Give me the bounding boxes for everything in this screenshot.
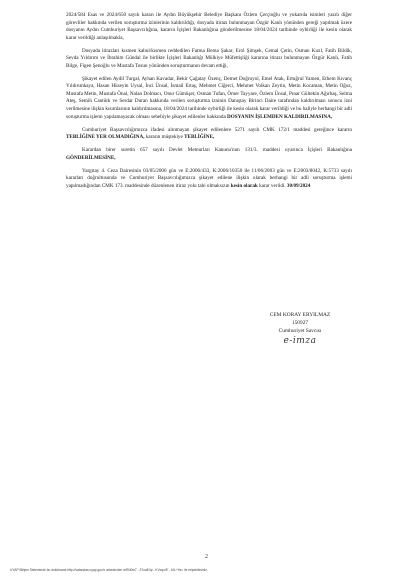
- paragraph-3: [66, 76, 352, 121]
- document-body: [66, 12, 352, 190]
- decision-mustekiye: kararın müştekiye: [145, 134, 183, 141]
- paragraph-4: [66, 127, 352, 142]
- paragraph-6-text: Yargıtay 4. Ceza Dairesinin 03/05/2006 gün ve E:2006/433, K:2006/10350 ile 11/06/2003 gün ve E:2003/8042, K:5733 sayılı kararları doğrultusunda ve Cumhuriyet Başsavcılığımızca şikayet edilene ilişkin olarak herhangi bir adli soruşturma işlemi yapılmadığından CMK 173. maddesinde düzenlenen itiraz yolu tabi olmaksızın: [66, 167, 352, 189]
- paragraph-3-text: Şikayet edilen Aydil Turgal, Ayhan Kavadar, Bekir Çağatay Özenç, Demet Doğruyol, Emel Atak, Ertuğrul Yamen, Ethem Kıvanç Yıldırımkaya, Hasan Hüseyin Uysal, İnci Ünsal, İsmail Ertaş, Mehmet Ciğerci, Mehmet Volkan Zeytin, Metin Kocaman, Metin Oğuz, Mustafa Metin, Mustafa Önal, Nalan Dolmacı, Onur Gümüşer, Osman Tufan, Ömer Tayyare, Özlem Ünsal, Pınar Gültekin Ağırbaş, Selma Ateş, Semih Cantürk ve Serdar Duran hakkında verilen soruşturma izninin Danıştay Birinci Daire tarafından kaldırılması sonucu izni verilmesine ilişkin kısımlarının kaldırılmasına, 18/04/2024 tarihinde oybirliği ile kesin olarak karar verildiği ve bu haliyle herhangi bir adli soruşturma işlemi yapılamayacak olması sebebiyle şikayet edilenler hakkında: [66, 75, 352, 120]
- paragraph-4-text: Cumhuriyet Başsavcılığımızca ifadesi alınmayan şikayet edilenlere 5271 sayılı CMK 172/1 maddesi gereğince kararın: [82, 126, 352, 133]
- paragraph-2-text: Dosyada itirazları kısmen kabul/kısmen reddedilen Fatma Bema Şakar, Erol Şimşek, Cemal Çetin, Osman Kızıl, Fatih Bildik, Sevda Yıldırım ve İbrahim Gündal ile birlikte İçişleri Bakanlığı Mülkiye Müfettişliği kararına itirazı bulunmayan Özgür Kanlı, Fatih Bilge, Figen Şenoğlu ve Mustafa Tosun yönünden soruşturmanın devam ettiği,: [66, 47, 352, 69]
- decision-dosyanin-islemden: DOSYANIN İŞLEMDEN KALDIRILMASINA,: [227, 113, 333, 120]
- page-number: 2: [205, 554, 208, 560]
- decision-gonderilmesine: GÖNDERİLMESİNE,: [66, 154, 116, 161]
- decision-teblig: TEBLİĞİNE,: [184, 134, 215, 141]
- e-signature-mark: e-imza: [283, 336, 317, 346]
- prosecutor-number: 150927: [291, 320, 309, 326]
- decision-karar-verildi: karar verildi.: [259, 182, 286, 189]
- prosecutor-title: Cumhuriyet Savcısı: [278, 328, 322, 334]
- uyap-footer: UYAP Bilişim Sisteminde bu dokümana http://vatandas.uyap.gov.tr adresinden wRI40w7 - 37oaE4p - KVvqo/E - UIL+9s= ile erişebilirsiniz.: [10, 568, 208, 572]
- decision-date: 30/09/2024: [286, 182, 311, 189]
- paragraph-5-text: Karardan birer suretin 657 sayılı Devlet Memurları Kanunu'nun 131/3. maddesi uyarınca İçişleri Bakanlığına: [82, 147, 352, 154]
- decision-kesin-olarak: kesin olarak: [230, 182, 258, 189]
- prosecutor-name: CEM KORAY ERYILMAZ: [269, 312, 331, 318]
- signature-block: [250, 311, 350, 346]
- paragraph-5: [66, 147, 352, 162]
- paragraph-1: [66, 12, 352, 42]
- decision-teblig-yer: TEBLİĞİNE YER OLMADIĞINA,: [66, 134, 145, 141]
- paragraph-6: [66, 168, 352, 191]
- paragraph-2: [66, 48, 352, 71]
- paragraph-1-text: 2024/584 Esas ve 2024/650 sayılı kararı ile Aydın Büyükşehir Belediye Başkanı Özlem Çerçioğlu ve yukarıda isimleri yazılı diğer görevliler hakkında verilen soruşturma izinlerinin kaldırıldığı, dosyada itirazı bulunmayan Özgür Kanlı yönünden gereği yapılmak üzere dosyanın Aydın Cumhuriyet Başsavcılığına, kararın İçişleri Bakanlığına gönderilmesine 18/04/2024 tarihinde oybirliği ile kesin olarak karar verildiği anlaşılmakla,: [66, 12, 352, 41]
